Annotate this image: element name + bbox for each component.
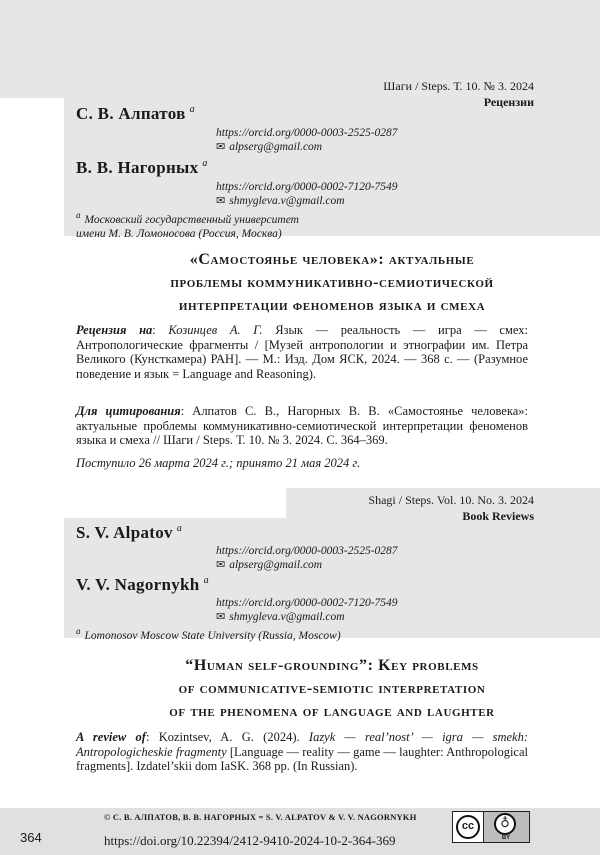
en-review-of: A review of: Kozintsev, A. G. (2024). Iazyk — real’nost’ — igra — smekh: Antropologicheskie fragmenty [Language — reality — game — laughter: Anthropological fragments]. Izdatel’skii dom IaSK. 368 pp. (In Russian). xyxy=(76,730,528,774)
ru-author-1: С. В. Алпатов a xyxy=(76,104,195,124)
ru-section-label: Рецензии xyxy=(484,94,534,110)
by-label: BY xyxy=(483,835,529,841)
by-person-icon: ♁ xyxy=(494,813,516,835)
ru-citation: Для цитирования: Алпатов С. В., Нагорных В. В. «Самостоянье человека»: актуальные проблемы коммуникативно-семиотической интерпретации феноменов языка и смеха // Шаги / Steps. Т. 10. № 3. 2024. С. 364–369. xyxy=(76,404,528,448)
page-number: 364 xyxy=(20,830,42,845)
doi-link[interactable]: https://doi.org/10.22394/2412-9410-2024-10-2-364-369 xyxy=(104,833,396,849)
envelope-icon: ✉ xyxy=(216,611,225,623)
ru-journal-line: Шаги / Steps. Т. 10. № 3. 2024 xyxy=(383,78,534,94)
cc-icon: cc xyxy=(456,815,480,839)
en-section-label: Book Reviews xyxy=(462,508,534,524)
envelope-icon: ✉ xyxy=(216,195,225,207)
cc-license-badge[interactable] xyxy=(452,811,530,843)
en-author-1: S. V. Alpatov a xyxy=(76,523,182,543)
en-author-2-email[interactable]: ✉ shmygleva.v@gmail.com xyxy=(216,610,345,624)
ru-affiliation: a Московский государственный университет имени М. В. Ломоносова (Россия, Москва) xyxy=(76,208,299,241)
ru-author-2-email[interactable]: ✉ shmygleva.v@gmail.com xyxy=(216,194,345,208)
ru-review-of: Рецензия на: Козинцев А. Г. Язык — реальность — игра — смех: Антропологические фрагменты / [Музей антропологии и этнографии им. Петра Великого (Кунсткамера) РАН]. — М.: Изд. Дом ЯСК, 2024. — 368 с. — (Разумное поведение и язык = Language and Reasoning). xyxy=(76,323,528,381)
ru-author-1-email[interactable]: ✉ alpserg@gmail.com xyxy=(216,140,322,154)
ru-author-2-orcid[interactable]: https://orcid.org/0000-0002-7120-7549 xyxy=(216,180,398,194)
copyright-line: © С. В. АЛПАТОВ, В. В. НАГОРНЫХ = S. V. ALPATOV & V. V. NAGORNYKH xyxy=(104,812,417,822)
ru-received-note: Поступило 26 марта 2024 г.; принято 21 мая 2024 г. xyxy=(76,456,528,471)
en-journal-line: Shagi / Steps. Vol. 10. No. 3. 2024 xyxy=(368,492,534,508)
ru-author-2: В. В. Нагорных a xyxy=(76,158,208,178)
ru-author-1-orcid[interactable]: https://orcid.org/0000-0003-2525-0287 xyxy=(216,126,398,140)
en-author-1-email[interactable]: ✉ alpserg@gmail.com xyxy=(216,558,322,572)
en-author-1-orcid[interactable]: https://orcid.org/0000-0003-2525-0287 xyxy=(216,544,398,558)
ru-article-title: «Самостоянье человека»: актуальные проблемы коммуникативно-семиотической интерпретации феноменов языка и смеха xyxy=(64,248,600,317)
envelope-icon: ✉ xyxy=(216,559,225,571)
en-author-2: V. V. Nagornykh a xyxy=(76,575,209,595)
en-article-title: “Human self-grounding”: Key problems of communicative-semiotic interpretation of the phenomena of language and laughter xyxy=(64,654,600,723)
en-affiliation: a Lomonosov Moscow State University (Russia, Moscow) xyxy=(76,624,341,643)
en-author-2-orcid[interactable]: https://orcid.org/0000-0002-7120-7549 xyxy=(216,596,398,610)
envelope-icon: ✉ xyxy=(216,141,225,153)
